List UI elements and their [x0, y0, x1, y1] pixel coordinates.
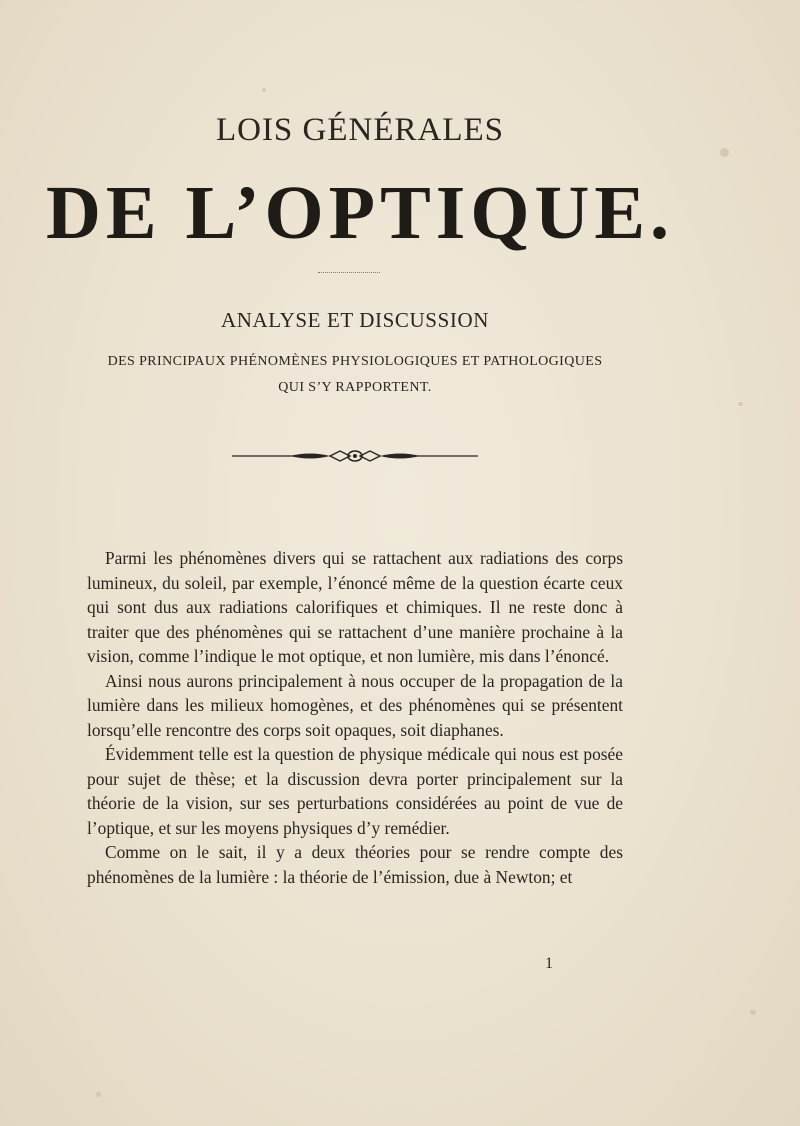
scroll-rule-ornament-icon [230, 448, 480, 464]
body-text [87, 546, 623, 889]
foxing-spot [262, 88, 266, 92]
section-subtitle-line2: QUI S’Y RAPPORTENT. [278, 380, 432, 395]
paragraph: Évidemment telle est la question de physique médicale qui nous est posée pour sujet de thèse; et la discussion devra porter principalement sur la théorie de la vision, sur ses perturbations considérées au point de vue de l’optique, et sur les moyens physiques d’y remédier. [87, 744, 623, 838]
dotted-divider [318, 272, 380, 273]
foxing-spot [738, 402, 743, 406]
foxing-spot [720, 148, 729, 157]
paragraph: Comme on le sait, il y a deux théories pour se rendre compte des phénomènes de la lumière : la théorie de l’émission, due à Newton; et [87, 842, 623, 887]
section-subtitle-line1: DES PRINCIPAUX PHÉNOMÈNES PHYSIOLOGIQUES ET PATHOLOGIQUES [107, 354, 603, 369]
page-title-line2: DE L’OPTIQUE. [45, 171, 675, 255]
foxing-spot [750, 1010, 756, 1015]
paragraph: Ainsi nous aurons principalement à nous occuper de la propagation de la lumière dans les milieux homogènes, et des phénomènes qui se présentent lorsqu’elle rencontre des corps soit opaques, soit diaphanes. [87, 670, 623, 740]
paragraph: Parmi les phénomènes divers qui se rattachent aux radiations des corps lumineux, du soleil, par exemple, l’énoncé même de la question écarte ceux qui sont dus aux radiations calorifiques et chimiques. Il ne reste donc à traiter que des phénomènes qui se rattachent d’une manière prochaine à la vision, comme l’indique le mot optique, et non lumière, mis dans l’énoncé. [87, 548, 623, 666]
section-title: ANALYSE ET DISCUSSION [221, 308, 489, 332]
foxing-spot [96, 1092, 101, 1097]
page-number: 1 [545, 955, 553, 972]
page-title-line1: LOIS GÉNÉRALES [215, 112, 505, 148]
